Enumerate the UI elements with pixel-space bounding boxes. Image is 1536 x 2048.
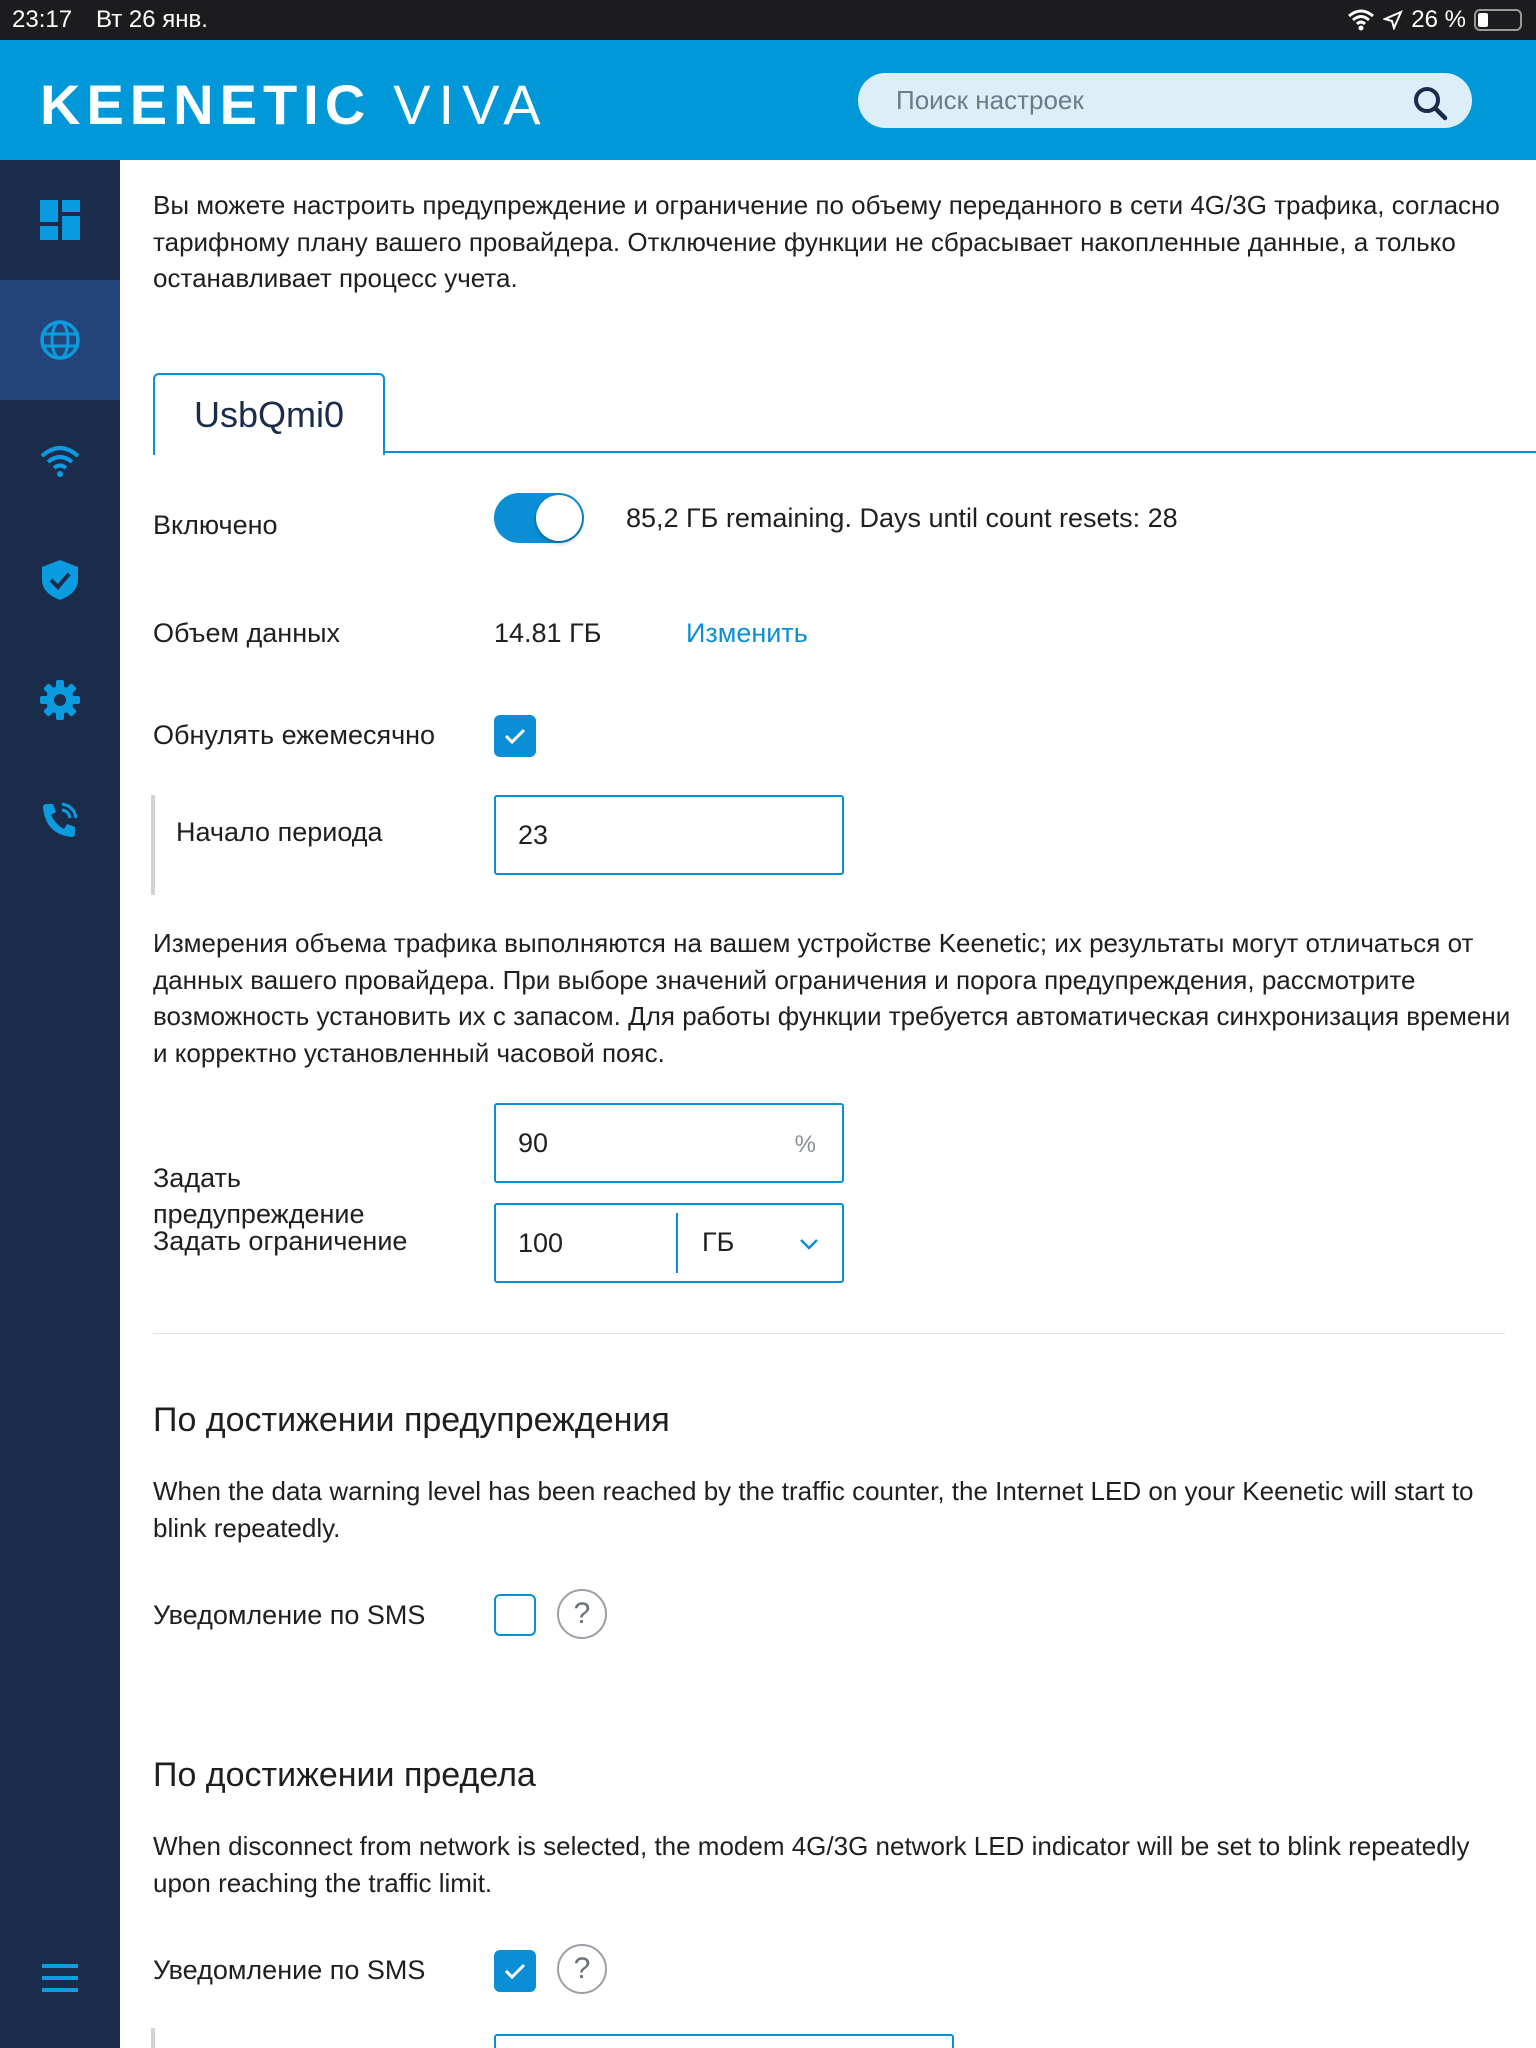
shield-icon [38,558,82,602]
on-warning-title: По достижении предупреждения [153,1401,670,1439]
battery-percent: 26 % [1411,6,1466,33]
on-limit-text: When disconnect from network is selected, the modem 4G/3G network LED indicator will be set to blink repeatedly upon reaching the traffic limit. [153,1831,1470,1898]
sidebar-item-security[interactable] [0,520,120,640]
status-right [1347,6,1522,34]
limit-sms-label: Уведомление по SMS [153,1955,426,1985]
brand-logo[interactable] [40,72,549,137]
menu-icon[interactable] [40,1960,80,1996]
wifi-icon [38,438,82,482]
warning-field [494,1103,844,1183]
warning-input[interactable] [518,1105,758,1181]
battery-icon [1474,9,1522,31]
warning-label-line2: предупреждение [153,1199,365,1229]
intro-text: Вы можете настроить предупреждение и ограничение по объему переданного в сети 4G/3G трафика, согласно тарифному плану вашего провайдера. Отключение функции не сбрасывает накопленные данные, а только останавливает процесс учета. [153,190,1500,293]
indent-bar [151,795,155,895]
enabled-toggle[interactable] [494,493,584,543]
sidebar [0,160,120,2048]
search-box[interactable] [858,73,1472,128]
data-volume-label: Объем данных [153,618,341,648]
limit-label: Задать ограничение [153,1226,408,1256]
check-icon [501,722,529,750]
toggle-knob [536,495,582,541]
warning-sms-checkbox[interactable] [494,1594,536,1636]
search-icon[interactable] [1410,83,1450,123]
period-start-label: Начало периода [176,817,383,847]
change-volume-link[interactable]: Изменить [686,618,808,648]
enabled-label: Включено [153,510,278,540]
period-start-input[interactable] [518,797,818,873]
warning-label [153,1160,365,1232]
sidebar-item-dashboard[interactable] [0,160,120,280]
gear-icon [38,678,82,722]
sidebar-item-internet[interactable] [0,280,120,400]
limit-unit-select[interactable] [678,1205,842,1281]
chevron-down-icon [798,1233,820,1255]
period-start-field [494,795,844,875]
warning-unit: % [794,1131,816,1158]
location-icon [1383,10,1403,30]
warning-sms-label: Уведомление по SMS [153,1600,426,1630]
sidebar-item-wifi[interactable] [0,400,120,520]
limit-sms-help-icon[interactable]: ? [557,1944,607,1994]
status-time: 23:17 [12,6,73,33]
partial-field[interactable] [494,2034,954,2048]
model-name: VIVA [393,73,549,136]
sidebar-item-settings[interactable] [0,640,120,760]
main-content [120,160,1536,2048]
globe-icon [38,318,82,362]
limit-input[interactable] [518,1205,668,1281]
on-limit-title: По достижении предела [153,1756,536,1794]
remaining-status: 85,2 ГБ remaining. Days until count resets: 28 [626,503,1178,533]
brand-name: KEENETIC [40,73,372,136]
status-bar [0,0,1536,40]
dashboard-icon [38,198,82,242]
status-date: Вт 26 янв. [96,6,208,33]
phone-icon [38,798,82,842]
limit-field [494,1203,844,1283]
warning-label-line1: Задать [153,1163,241,1193]
measurement-note: Измерения объема трафика выполняются на вашем устройстве Keenetic; их результаты могут отличаться от данных вашего провайдера. При выборе значений ограничения и порога предупреждения, рассмотрите возможность установить их с запасом. Для работы функции требуется автоматическая синхронизация времени и корректно установленный часовой пояс. [153,928,1511,1068]
data-volume-value: 14.81 ГБ [494,618,602,648]
section-divider [153,1333,1505,1334]
battery-fill [1478,13,1488,27]
on-warning-text: When the data warning level has been reached by the traffic counter, the Internet LED on your Keenetic will start to blink repeatedly. [153,1476,1474,1543]
search-input[interactable] [896,83,1376,117]
warning-sms-help-icon[interactable]: ? [557,1589,607,1639]
reset-monthly-label: Обнулять ежемесячно [153,720,436,750]
tab-usbqmi0[interactable]: UsbQmi0 [153,373,385,455]
tab-underline [385,451,1536,453]
indent-bar-bottom [151,2028,155,2048]
limit-sms-checkbox[interactable] [494,1950,536,1992]
app-header [0,40,1536,160]
limit-unit-value: ГБ [702,1227,735,1257]
sidebar-item-telephony[interactable] [0,760,120,880]
wifi-status-icon [1347,9,1375,31]
check-icon [501,1957,529,1985]
reset-monthly-checkbox[interactable] [494,715,536,757]
